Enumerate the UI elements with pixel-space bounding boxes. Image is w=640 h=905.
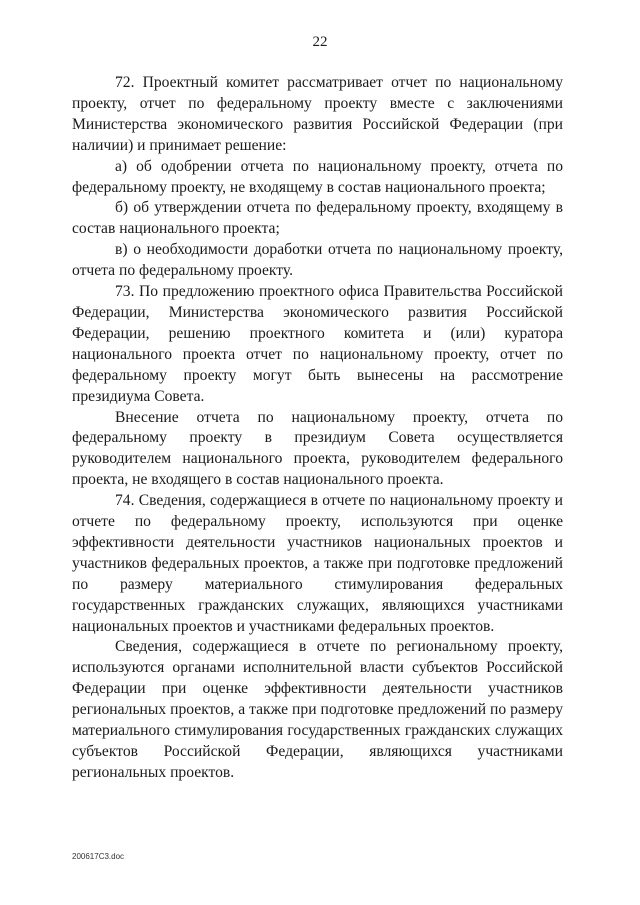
footer-filename: 200617C3.doc [72, 852, 125, 861]
paragraph-74: 74. Сведения, содержащиеся в отчете по национальному проекту и отчете по федеральному проекту, используются при оценке эффективности деятельности участников национальных проектов и участников федеральных проектов, а также при подготовке предложений по размеру материального стимулирования федеральных государственных гражданских служащих, являющихся участниками национальных проектов и участниками федеральных проектов. [72, 492, 563, 635]
paragraph-72-item-a: а) об одобрении отчета по национальному проекту, отчета по федеральному проекту, не входящему в состав национального проекта; [72, 157, 563, 196]
paragraph-72-item-c: в) о необходимости доработки отчета по национальному проекту, отчета по федеральному проекту. [72, 241, 563, 280]
paragraph-73: 73. По предложению проектного офиса Правительства Российской Федерации, Министерства экономического развития Российской Федерации, решению проектного комитета и (или) куратора национального проекта отчет по национальному проекту, отчет по федеральному проекту могут быть вынесены на рассмотрение президиума Совета. [72, 283, 563, 405]
document-body [72, 73, 563, 784]
page-number: 22 [312, 34, 328, 50]
paragraph-73-submission: Внесение отчета по национальному проекту, отчета по федеральному проекту в президиум Совета осуществляется руководителем национального проекта, руководителем федерального проекта, не входящего в состав национального проекта. [72, 408, 563, 489]
paragraph-72: 72. Проектный комитет рассматривает отчет по национальному проекту, отчет по федеральному проекту вместе с заключениями Министерства экономического развития Российской Федерации (при наличии) и принимает решение: [72, 74, 563, 154]
paragraph-74-regional: Сведения, содержащиеся в отчете по региональному проекту, используются органами исполнительной власти субъектов Российской Федерации при оценке эффективности деятельности участников региональных проектов, а также при подготовке предложений по размеру материального стимулирования государственных гражданских служащих субъектов Российской Федерации, являющихся участниками региональных проектов. [72, 638, 563, 781]
paragraph-72-item-b: б) об утверждении отчета по федеральному проекту, входящему в состав национального проекта; [72, 199, 563, 238]
